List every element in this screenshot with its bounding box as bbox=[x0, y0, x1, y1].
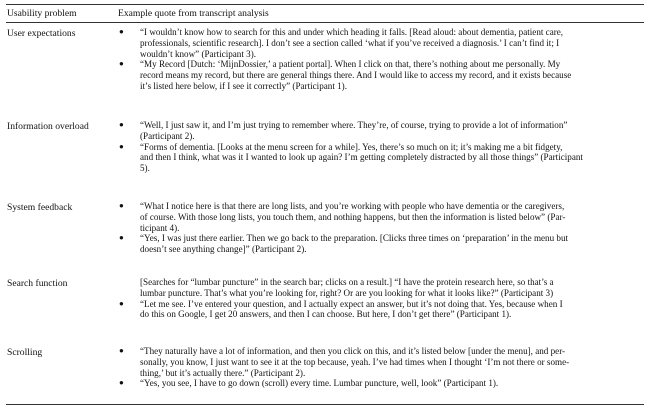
quote-line: “Well, I just saw it, and I’m just trying to remember where. They’re, of course, trying to provide a lot of information” bbox=[140, 120, 568, 130]
table-top-rule bbox=[6, 4, 644, 5]
quote-line: “Yes, you see, I have to go down (scroll) every time. Lumbar puncture, well, look” (Participant 1). bbox=[140, 378, 499, 389]
bullet-icon: ● bbox=[119, 233, 124, 243]
quote-cell bbox=[118, 346, 646, 389]
bullet-icon: ● bbox=[119, 298, 124, 308]
quote-item bbox=[118, 277, 646, 299]
quote-line: record means my record, but there are general things there. And I would like to access my record, and it exists because bbox=[140, 70, 572, 80]
quote-item bbox=[118, 120, 646, 142]
usability-problem-cell: User expectations bbox=[7, 28, 76, 39]
quote-item bbox=[118, 346, 646, 378]
quote-line: “My Record [Dutch: ‘MijnDossier,’ a patient portal]. When I click on that, there’s nothing about me personally. My bbox=[140, 59, 561, 70]
usability-problem-cell: System feedback bbox=[7, 202, 73, 213]
bullet-icon: ● bbox=[119, 201, 124, 210]
bullet-icon: ● bbox=[119, 59, 124, 69]
bullet-icon: ● bbox=[119, 141, 124, 151]
quote-item bbox=[118, 233, 646, 255]
usability-problem-cell: Information overload bbox=[7, 121, 89, 132]
quote-line: ticipant 4). bbox=[140, 222, 180, 233]
quote-line: thing,’ but it’s actually there.” (Participant 2). bbox=[140, 367, 306, 378]
quote-line: do this on Google, I get 20 answers, and then I can choose. But here, I don’t get there” (Participant 1). bbox=[140, 309, 512, 320]
quote-line: [Searches for “lumbar puncture” in the search bar; clicks on a result.] “I have the protein research here, so that’s a bbox=[140, 277, 554, 287]
quote-line: doesn’t see anything change]” (Participant 2). bbox=[140, 244, 307, 254]
header-usability-problem: Usability problem bbox=[7, 8, 77, 19]
quote-line: wouldn’t know” (Participant 3). bbox=[140, 48, 257, 59]
quote-line: “I wouldn’t know how to search for this and under which heading it falls. [Read aloud: about dementia, patient care, bbox=[140, 27, 564, 37]
quote-cell bbox=[118, 201, 646, 255]
quote-line: 5). bbox=[140, 163, 150, 173]
quote-line: it’s listed here below, if I see it correctly” (Participant 1). bbox=[140, 80, 347, 91]
quote-line: (Participant 2). bbox=[140, 130, 195, 141]
quote-line: “Forms of dementia. [Looks at the menu screen for a while]. Yes, there’s so much on it; it’s making me a bit fidgety, bbox=[140, 141, 563, 152]
quote-item bbox=[118, 378, 646, 389]
quote-line: “What I notice here is that there are long lists, and you’re working with people who have dementia or the caregivers, bbox=[140, 201, 565, 211]
quote-line: lumbar puncture. That’s what you’re looking for, right? Or are you looking for what it looks like?” (Participant 3) bbox=[140, 287, 554, 298]
quote-item bbox=[118, 201, 646, 233]
quote-cell bbox=[118, 27, 646, 92]
quote-item bbox=[118, 59, 646, 91]
bullet-icon: ● bbox=[119, 346, 124, 355]
quote-line: “They naturally have a lot of information, and then you click on this, and it’s listed below [under the menu], and per- bbox=[140, 346, 566, 356]
quote-item bbox=[118, 142, 646, 174]
quote-item bbox=[118, 27, 646, 59]
quote-line: “Let me see. I’ve entered your question, and I actually expect an answer, but it’s not doing that. Yes, because when I bbox=[140, 298, 563, 309]
header-example-quote: Example quote from transcript analysis bbox=[118, 8, 269, 19]
bullet-icon: ● bbox=[119, 27, 124, 36]
quote-line: “Yes, I was just there earlier. Then we go back to the preparation. [Clicks three times on ‘preparation’ in the menu but bbox=[140, 233, 569, 244]
quote-line: sonally, you know, I just want to see it at the top because, yeah. I’ve had times when I thought ‘I’m not there or some- bbox=[140, 356, 570, 367]
bullet-icon: ● bbox=[119, 378, 124, 388]
quote-line: and then I think, what was it I wanted to look up again? I’m getting completely distracted by all those things” (Participant bbox=[140, 152, 583, 163]
quote-item bbox=[118, 299, 646, 321]
quote-line: of course. With those long lists, you touch them, and nothing happens, but then the information is listed below” (Par- bbox=[140, 211, 566, 222]
usability-problem-cell: Search function bbox=[7, 278, 68, 289]
quote-cell bbox=[118, 277, 646, 320]
usability-problem-cell: Scrolling bbox=[7, 347, 43, 358]
bullet-icon: ● bbox=[119, 120, 124, 129]
quote-line: professionals, scientific research]. I don’t see a section called ‘what if you’ve received a diagnosis.’ I can’t find it; I bbox=[140, 37, 560, 48]
quote-cell bbox=[118, 120, 646, 174]
table-bottom-rule bbox=[6, 404, 644, 405]
table-header-rule bbox=[6, 22, 644, 23]
